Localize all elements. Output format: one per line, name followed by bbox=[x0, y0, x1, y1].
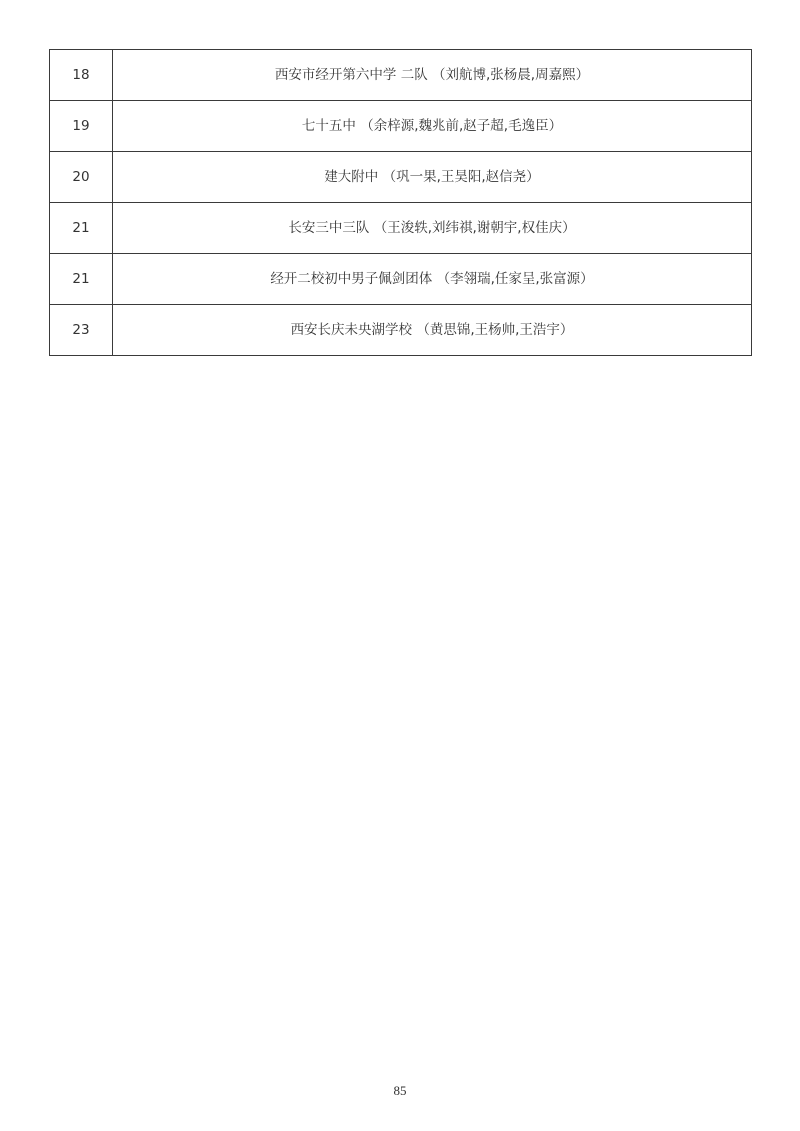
team-cell: 经开二校初中男子佩剑团体 （李翎瑞,任家呈,张富源） bbox=[113, 254, 752, 305]
rank-cell: 21 bbox=[50, 254, 113, 305]
team-cell: 西安长庆未央湖学校 （黄思锦,王杨帅,王浩宇） bbox=[113, 305, 752, 356]
rank-cell: 18 bbox=[50, 50, 113, 101]
team-cell: 长安三中三队 （王浚轶,刘纬祺,谢朝宇,权佳庆） bbox=[113, 203, 752, 254]
rank-cell: 21 bbox=[50, 203, 113, 254]
table-row bbox=[50, 305, 752, 356]
table-row bbox=[50, 254, 752, 305]
table-row bbox=[50, 203, 752, 254]
team-cell: 西安市经开第六中学 二队 （刘航博,张杨晨,周嘉熙） bbox=[113, 50, 752, 101]
results-table bbox=[49, 49, 752, 356]
team-cell: 建大附中 （巩一果,王昊阳,赵信尧） bbox=[113, 152, 752, 203]
table-row bbox=[50, 101, 752, 152]
rank-cell: 20 bbox=[50, 152, 113, 203]
table-row bbox=[50, 152, 752, 203]
team-cell: 七十五中 （余梓源,魏兆前,赵子超,毛逸臣） bbox=[113, 101, 752, 152]
page-number: 85 bbox=[393, 1083, 407, 1098]
table-row bbox=[50, 50, 752, 101]
rank-cell: 23 bbox=[50, 305, 113, 356]
rank-cell: 19 bbox=[50, 101, 113, 152]
